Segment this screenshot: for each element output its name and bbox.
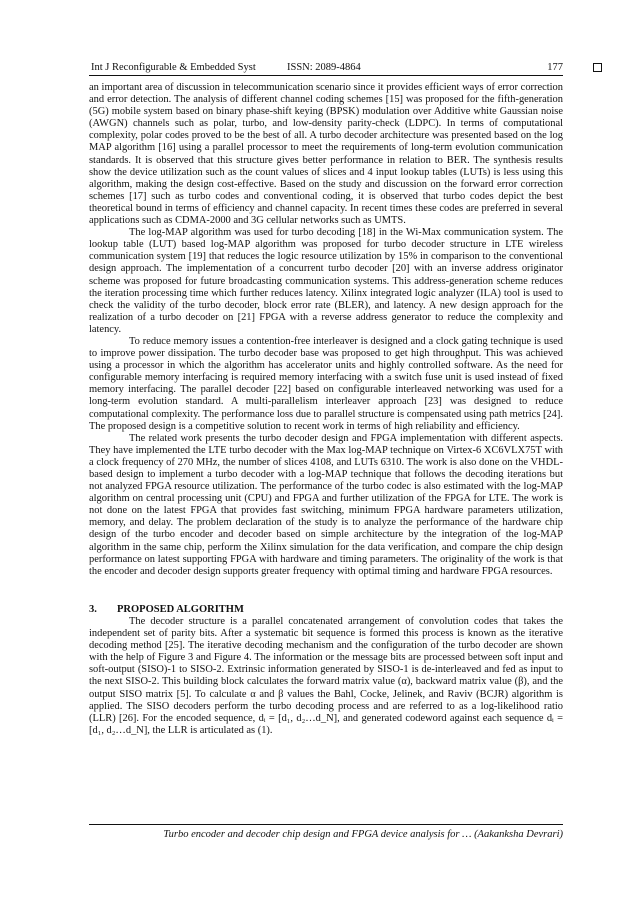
footer-divider (89, 824, 563, 825)
paragraph-4: The related work presents the turbo decoder design and FPGA implementation with different aspects. They have implemented the LTE turbo decoder with the Max log-MAP technique on Virtex-6 XC6VLX75T with a clock frequency of 270 MHz, the number of slices 4108, and LUTs 6310. The work is also done on the VHDL-based design to implement a turbo decoder with a log-MAP technique that follows the decoding iterations but not analyzed FPGA resource utilization. The performance of the turbo codec is also estimated with the log-MAP algorithm on central processing unit (CPU) and FPGA and further utilization of the FPGA for LTE. The work is not done on the latest FPGA that provides fast switching, minimum FPGA hardware parameters utilization, memory, and delay. The problem declaration of the study is to analyze the performance of the hardware chip design of the turbo encoder and decoder based on simple architecture by the integration of the log-MAP algorithm in the same chip, perform the Xilinx simulation for the data verification, and compare the chip design performance on latest supporting FPGA with hardware and timing parameters. The originality of the work is that the encoder and decoder design supports greater frequency with optimal timing and hardware FPGA resources. (89, 432, 563, 577)
square-icon (593, 63, 602, 72)
paragraph-2: The log-MAP algorithm was used for turbo decoding [18] in the Wi-Max communication system. The lookup table (LUT) based log-MAP algorithm was proposed for turbo decoder structure in LTE wireless communication system [19] that reduces the logic resource utilization by 15% in comparison to the conventional design approach. The implementation of a concurrent turbo decoder [20] with an inverse address originator scheme was proposed for future broadcasting communication systems. This address-generation scheme reduces the iteration processing time which further reduces latency. Xilinx integrated logic analyzer (ILA) tool is used to check the validity of the turbo decoder, block error rate (BLER), and latency. A new design approach for the realization of a turbo decoder on [21] FPGA with a reverse address generator to reduce the complexity and latency. (89, 227, 563, 335)
journal-name: Int J Reconfigurable & Embedded Syst (91, 62, 256, 73)
section-heading (89, 604, 563, 616)
running-footer: Turbo encoder and decoder chip design and FPGA device analysis for … (Aakanksha Devrari) (163, 829, 563, 840)
issn: ISSN: 2089-4864 (287, 62, 361, 73)
paragraph-3: To reduce memory issues a contention-free interleaver is designed and a clock gating technique is used to improve power dissipation. The turbo decoder base was proposed to get high throughput. This was achieved using a processor in which the algorithm has accelerator units and highly controlled software. As the need for configurable memory interfacing is required memory interfacing with a switch fuse unit is used instead of fixed memory interfacing. The parallel decoder [22] based on configurable interleaved networking was used for a long-term evolution standard. A multi-parallelism interleaver approach [23] was designed to reduce computational complexity. The performance loss due to parallel structure is compensated using path metrics [24]. The proposed design is a competitive solution to recent work in terms of high reliability and efficiency. (89, 335, 563, 432)
header-divider (89, 75, 563, 76)
paragraph-1: an important area of discussion in telecommunication scenario since it provides efficient ways of error correction and error detection. The analysis of different channel coding schemes [15] was proposed for the fifth-generation (5G) mobile system based on binary phase-shift keying (BPSK) modulation over Additive white Gaussian noise (AWGN) channels such as polar, turbo, and low-density parity-check (LDPC). In terms of computational complexity, polar codes proved to be the best of all. A turbo decoder architecture was presented based on the log MAP algorithm [16] using a parallel processor to meet the requirements of long-term evolution communication standards. It is observed that this structure gives better performance in relation to BER. The synthesis results show the device utilization such as the count values of slices and 4 input lookup tables (LUTs) is less using this algorithm, making the design cost-effective. Based on the study and discussion on the forward error correction schemes [17] such as turbo codes and conventional coding, it is observed that turbo codes depict the best theoretical bound in terms of efficiency and channel capacity. In recent times these codes are preferred in several applications such as CDMA-2000 and 3G cellular networks such as UMTS. (89, 82, 563, 227)
section-paragraph: The decoder structure is a parallel concatenated arrangement of convolution codes that takes the independent set of parity bits. After a systematic bit sequence is formed this process is known as the iterative decoding method [25]. The iterative decoding mechanism and the configuration of the turbo decoder are shown with the help of Figure 3 and Figure 4. The information or the message bits are processed between soft input and soft-output (SISO)-1 to SISO-2. Extrinsic information generated by SISO-1 is de-interleaved and fed as input to the next SISO-2. This building block calculates the forward matrix value (α), backward matrix value (β), and the output SISO matrix [5]. To calculate α and β values the Bahl, Cocke, Jelinek, and Raviv (BCJR) algorithm is applied. The SISO decoders perform the turbo decoding process and are referred to as a log-likelihood ratio (LLR) [26]. For the encoded sequence, dᵢ = [d₁, d₂…d_N], and generated codeword against each sequence dᵢ = [d₁, d₂…d_N], the LLR is articulated as (1). (89, 615, 563, 736)
page-body (89, 82, 563, 737)
section-number: 3. (89, 603, 97, 615)
running-header (89, 60, 563, 76)
section-title: PROPOSED ALGORITHM (117, 603, 244, 615)
page-number: 177 (547, 62, 563, 73)
